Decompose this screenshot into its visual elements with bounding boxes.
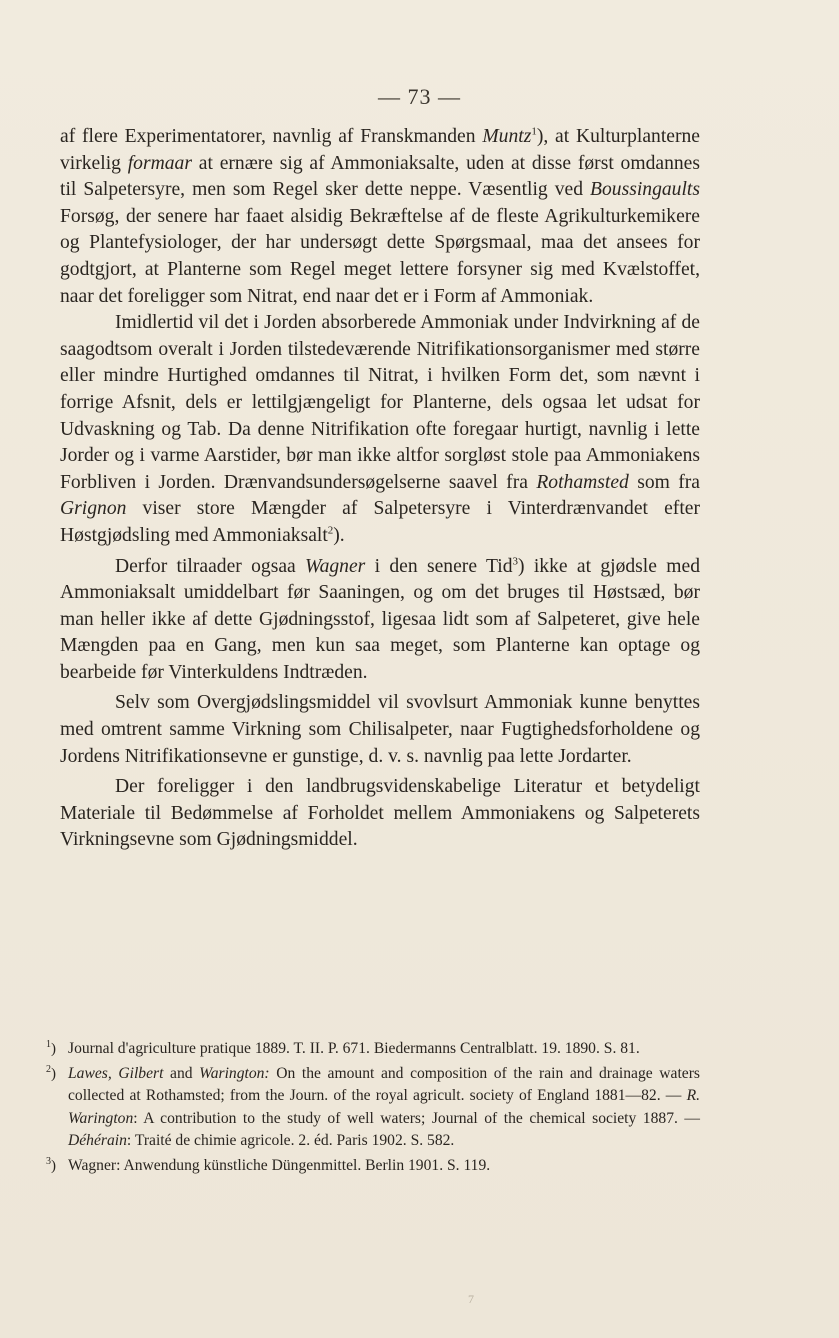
text-run: ), at Kulturplanterne virkelig [60, 126, 700, 174]
footnote-mark-number: 3 [46, 1155, 51, 1167]
paragraph-1 [60, 124, 700, 310]
author-r-warington: R. Warington [68, 1087, 700, 1127]
text-run: : A contribution to the study of well waters; Journal of the chemical society 1887. — [133, 1109, 700, 1127]
author-warington: Warington: [199, 1064, 270, 1082]
text-run: ). [333, 524, 345, 546]
name-muntz: Muntz [482, 126, 532, 147]
emphasis-formaar: formaar [127, 152, 192, 174]
text-run: at ernære sig af Ammoniaksalte, uden at disse først omdannes til Salpetersyre, men som Regel sker dette neppe. Væsentlig ved [60, 152, 701, 201]
footnote-ref-1[interactable]: 1 [531, 125, 537, 138]
footnote-mark: $^2$) [46, 1063, 56, 1082]
footnote-2 [46, 1063, 700, 1153]
footnote-ref-3[interactable]: 3 [512, 554, 518, 567]
body-text [60, 124, 700, 854]
text-run: Derfor tilraader ogsaa [115, 555, 306, 577]
text-run: ) ikke at gjødsle med Ammoniaksalt umiddelbart før Saaningen, og om det bruges til Høstsæd, bør man heller ikke af dette Gjødningsstof, ligesaa lidt som af Salpeteret, give hele Mængden paa en Gang, men kun saa meget, som Planterne kan optage og bearbeide før Vinterkuldens Indtræden. [60, 555, 700, 683]
text-run: On the amount and composition of the rain and drainage waters collected at Rothamsted; from the Journ. of the royal agricult. society of England 1881—82. — [68, 1064, 700, 1105]
footnote-mark-number: 1 [46, 1039, 51, 1050]
footnote-ref-2[interactable]: 2 [327, 524, 334, 537]
author-gilbert: Gilbert [118, 1064, 164, 1082]
footnotes [46, 1038, 700, 1180]
footnote-3 [46, 1155, 700, 1178]
place-grignon: Grignon [60, 498, 127, 520]
text-run: Imidlertid vil det i Jorden absorberede Ammoniak under Indvirkning af de saagodtsom overalt i Jorden tilstedeværende Nitrifikationsorganismer med større eller mindre Hurtighed omdannes til Nitrat, i hvilken Form det, som nævnt i forrige Afsnit, dels er lettilgjængeligt for Planterne, dels ogsaa let udsat for Udvaskning og Tab. Da denne Nitrifikation ofte foregaar hurtigt, navnlig i lette Jorder og i varme Aarstider, bør man ikke altfor sorgløst stole paa Ammoniakens Forbliven i Jorden. Drænvandsundersøgelserne saavel fra [60, 312, 700, 493]
text-run: : Traité de chimie agricole. 2. éd. Paris 1902. S. 582. [126, 1132, 455, 1150]
text-run: som fra [628, 471, 700, 493]
place-rothamsted: Rothamsted [536, 471, 629, 493]
text-run: i den senere Tid [365, 555, 513, 577]
footnote-mark: $^3$) [46, 1155, 56, 1174]
name-boussingault: Boussingaults [590, 179, 700, 201]
text-run: Forsøg, der senere har faaet alsidig Bekræftelse af de fleste Agrikulturkemikere og Plantefysiologer, der har undersøgt dette Spørgsmaal, maa det ansees for godtgjort, at Planterne som Regel meget lettere forsyner sig med Kvælstoffet, naar det foreligger som Nitrat, end naar det er i Form af Ammoniak. [60, 205, 700, 307]
paragraph-2 [60, 310, 700, 549]
name-wagner: Wagner [305, 555, 366, 577]
footnote-1 [46, 1038, 700, 1061]
paragraph-3 [60, 554, 700, 687]
footnote-mark: $^1$) [46, 1039, 56, 1057]
footnote-mark-number: 2 [46, 1063, 51, 1075]
author-lawes: Lawes, [68, 1064, 112, 1082]
margin-mark: 7 [468, 1292, 474, 1306]
text-run: and [163, 1064, 200, 1082]
text-run: af flere Experimentatorer, navnlig af Franskmanden [60, 126, 483, 147]
text-run: viser store Mængder af Salpetersyre i Vinterdrænvandet efter Høstgjødsling med Ammoniaksalt [60, 498, 700, 546]
author-deherain: Déhérain [68, 1132, 127, 1150]
paragraph-5: Der foreligger i den landbrugsvidenskabelige Literatur et betydeligt Materiale til Bedømmelse af Forholdet mellem Ammoniakens og Salpeterets Virkningsevne som Gjødningsmiddel. [60, 776, 700, 851]
footnote-text: Journal d'agriculture pratique 1889. T. II. P. 671. Biedermanns Centralblatt. 19. 1890. S. 81. [68, 1040, 640, 1057]
page-number: — 73 — [378, 84, 461, 109]
footnote-text: Wagner: Anwendung künstliche Düngenmittel. Berlin 1901. S. 119. [68, 1156, 491, 1174]
paragraph-4: Selv som Overgjødslingsmiddel vil svovlsurt Ammoniak kunne benyttes med omtrent samme Virkning som Chilisalpeter, naar Fugtighedsforholdene og Jordens Nitrifikationsevne er gunstige, d. v. s. navnlig paa lette Jordarter. [60, 692, 700, 767]
